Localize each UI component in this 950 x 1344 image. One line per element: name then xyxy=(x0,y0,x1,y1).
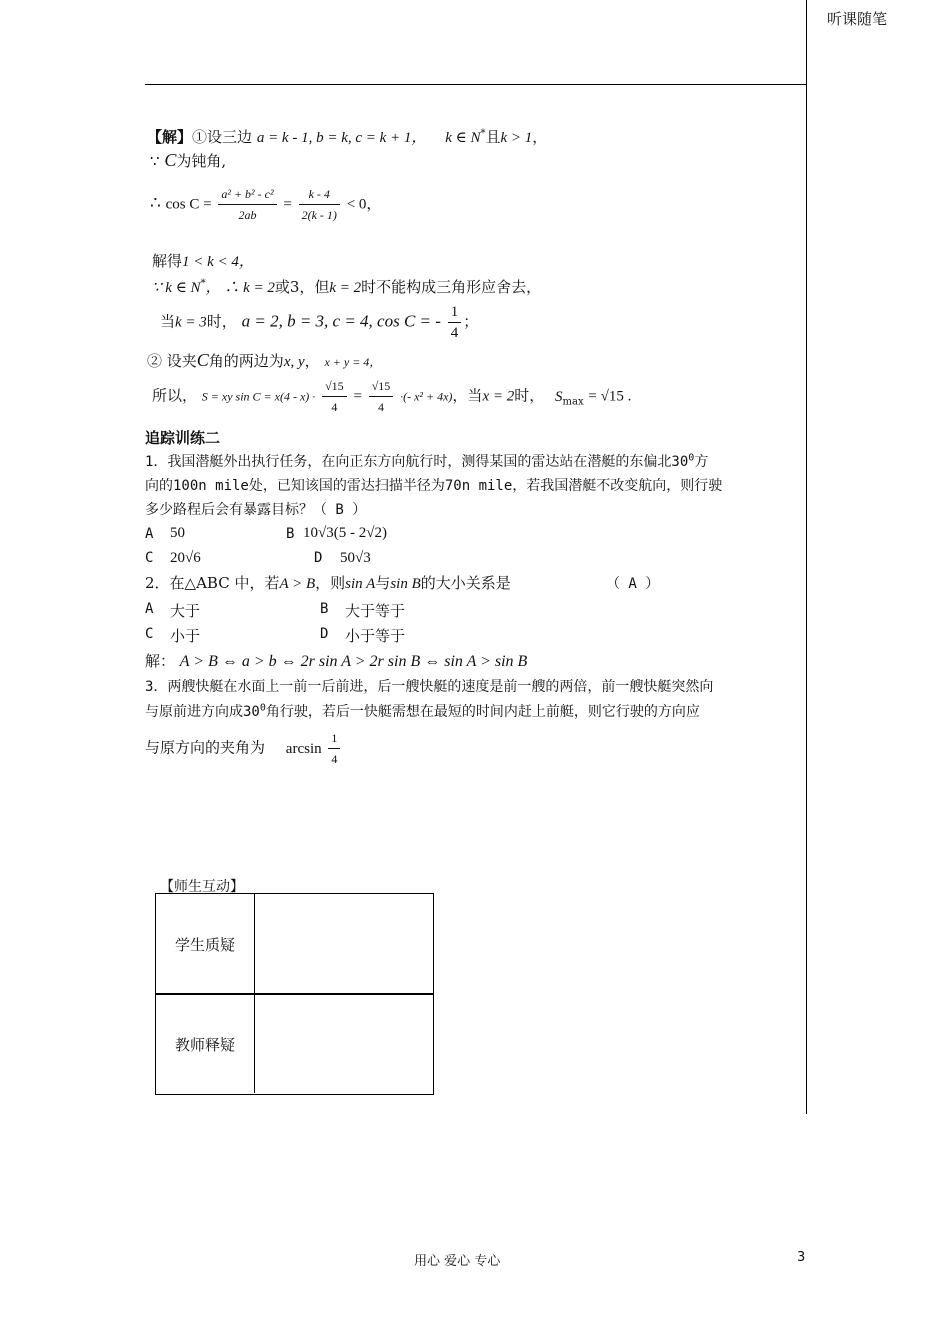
cos-fraction-2: $\frac{k - 4}{2(k - 1)}$ xyxy=(299,184,340,225)
q3-line-1: 3．两艘快艇在水面上一前一后前进，后一艘快艇的速度是前一艘的两倍，前一艘快艇突然向 xyxy=(145,679,714,695)
cos-fraction-1: $\frac{\text{a² + b² - c²}}{2ab}$ xyxy=(218,184,276,225)
cos-value-fraction: $\frac{1}{4}$ xyxy=(448,302,462,343)
q2-option-c-label: C xyxy=(145,626,154,642)
sidebar-title: 听课随笔 xyxy=(827,10,888,28)
solution-line-2: ∵ C为钝角, xyxy=(150,150,227,170)
solution-line-7: ② 设夹C角的两边为x, y， x + y = 4， xyxy=(147,350,382,370)
margin-divider-vertical xyxy=(806,0,807,1114)
q1-line-1: 1．我国潜艇外出执行任务，在向正东方向航行时，测得某国的雷达站在潜艇的东偏北$30^0$方 xyxy=(145,452,709,470)
q1-option-d: 50√3 xyxy=(340,550,371,566)
q2-option-b-label: B xyxy=(320,601,329,617)
solution-line-1: 【解】①设三边 a = k - 1, b = k, c = k + 1， k ∈ N*且k > 1， xyxy=(147,128,548,146)
solution-line-4: 解得1 < k < 4， xyxy=(152,252,254,270)
q1-option-d-label: D xyxy=(314,550,323,566)
header-divider xyxy=(145,84,806,85)
solution-line-3: ∴ cos C = $\frac{\text{a² + b² - c²}}{2ab}$ = $\frac{k - 4}{2(k - 1)}$ < 0， xyxy=(150,184,381,225)
interaction-table xyxy=(155,893,434,1095)
q2-option-d-label: D xyxy=(320,626,329,642)
q3-line-3: 与原方向的夹角为 arcsin $\frac{1}{4}$ xyxy=(145,728,342,769)
footer-motto: 用心 爱心 专心 xyxy=(414,1254,501,1269)
q2-option-c: 小于 xyxy=(170,627,201,645)
q3-answer-fraction: $\frac{1}{4}$ xyxy=(328,728,340,769)
q2-answer: （ A ） xyxy=(606,576,660,592)
q1-option-a-label: A xyxy=(145,526,154,542)
solution-line-8: 所以， S = xy sin C = x(4 - x) · $\frac{√15}{4}$ = $\frac{√15}{4}$ ·(- x² + 4x)，当x = 2时， $S_{max} = √15$ . xyxy=(152,376,631,417)
page-number: 3 xyxy=(797,1250,806,1265)
q1-option-b: 10√3(5 - 2√2) xyxy=(303,525,387,541)
q1-option-b-label: B xyxy=(286,526,295,542)
student-questions-label: 学生质疑 xyxy=(174,936,235,954)
area-fraction-1: $\frac{√15}{4}$ xyxy=(322,376,347,417)
q1-line-3: 多少路程后会有暴露目标？（ B ） xyxy=(145,502,367,518)
q1-option-c-label: C xyxy=(145,550,154,566)
interaction-heading: 【师生互动】 xyxy=(160,879,244,895)
q1-line-2: 向的100n mile处，已知该国的雷达扫描半径为70n mile，若我国潜艇不改变航向，则行驶 xyxy=(145,478,723,494)
teacher-answers-label: 教师释疑 xyxy=(174,1036,235,1054)
solution-line-6: 当k = 3时， a = 2, b = 3, c = 4, cos C = - $\frac{1}{4}$ ； xyxy=(160,304,479,341)
q2-line: 2．在△ABC 中，若A > B，则sin A与sin B的大小关系是 xyxy=(145,574,511,592)
q1-option-c: 20√6 xyxy=(170,550,201,566)
solution-label: 【解】 xyxy=(147,128,193,146)
table-row-divider xyxy=(156,993,433,995)
q2-option-d: 小于等于 xyxy=(345,627,406,645)
q2-option-a: 大于 xyxy=(170,602,201,620)
q2-option-a-label: A xyxy=(145,601,154,617)
q2-option-b: 大于等于 xyxy=(345,602,406,620)
q3-line-2: 与原前进方向成$30^0$角行驶，若后一快艇需想在最短的时间内赶上前艇，则它行驶的方向应 xyxy=(145,702,700,720)
section-heading: 追踪训练二 xyxy=(145,429,221,447)
solution-line-5: ∵ k ∈ N*， ∴ k = 2或3，但k = 2时不能构成三角形应舍去， xyxy=(152,278,542,296)
q1-option-a: 50 xyxy=(170,525,185,541)
q2-solution: 解： A > B ⇔ a > b ⇔ 2r sin A > 2r sin B ⇔ sin A > sin B xyxy=(145,652,528,670)
area-fraction-2: $\frac{√15}{4}$ xyxy=(369,376,394,417)
